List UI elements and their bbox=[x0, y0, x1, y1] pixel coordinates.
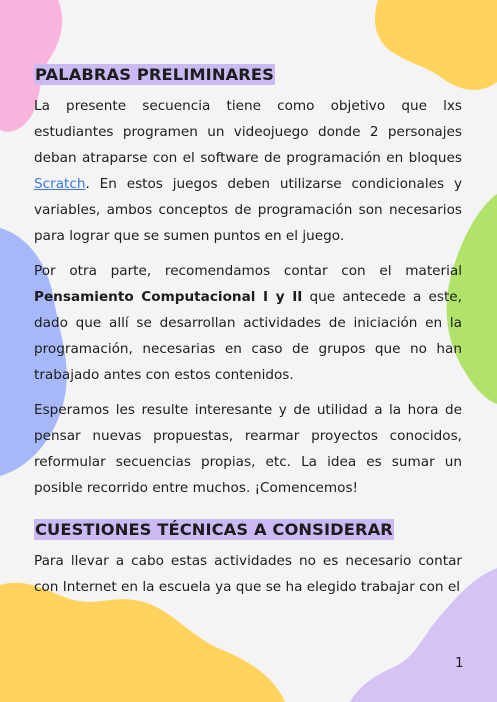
paragraph-text: . En estos juegos deben utilizarse condicionales y variables, ambos conceptos de programación son necesarios para lograr que se sumen puntos en el juego. bbox=[34, 176, 462, 244]
paragraph-text: Por otra parte, recomendamos contar con el material bbox=[34, 263, 462, 279]
material-title-bold: Pensamiento Computacional I y II bbox=[34, 289, 303, 305]
page-number: 1 bbox=[455, 655, 464, 671]
document-body bbox=[34, 62, 462, 600]
scratch-link[interactable]: Scratch bbox=[34, 176, 86, 192]
paragraph-internet: Para llevar a cabo estas actividades no es necesario contar con Internet en la escuela ya que se ha elegido trabajar con el bbox=[34, 553, 462, 595]
paragraph-text: que antecede a este, dado que allí se desarrollan actividades de iniciación en la programación, necesarias en caso de grupos que no han trabajado antes con estos contenidos. bbox=[34, 289, 462, 383]
section-heading-cuestiones-tecnicas: CUESTIONES TÉCNICAS A CONSIDERAR bbox=[35, 520, 393, 539]
paragraph-text: La presente secuencia tiene como objetivo que lxs estudiantes programen un videojuego donde 2 personajes deban atraparse con el software de programación en bloques bbox=[34, 98, 462, 166]
paragraph-material bbox=[34, 258, 462, 388]
paragraph-objetivo bbox=[34, 93, 462, 249]
section-heading-preliminares: PALABRAS PRELIMINARES bbox=[35, 65, 274, 84]
paragraph-esperamos: Esperamos les resulte interesante y de utilidad a la hora de pensar nuevas propuestas, rearmar proyectos conocidos, reformular secuencias propias, etc. La idea es sumar un posible recorrido entre muchos. ¡Comencemos! bbox=[34, 402, 462, 496]
